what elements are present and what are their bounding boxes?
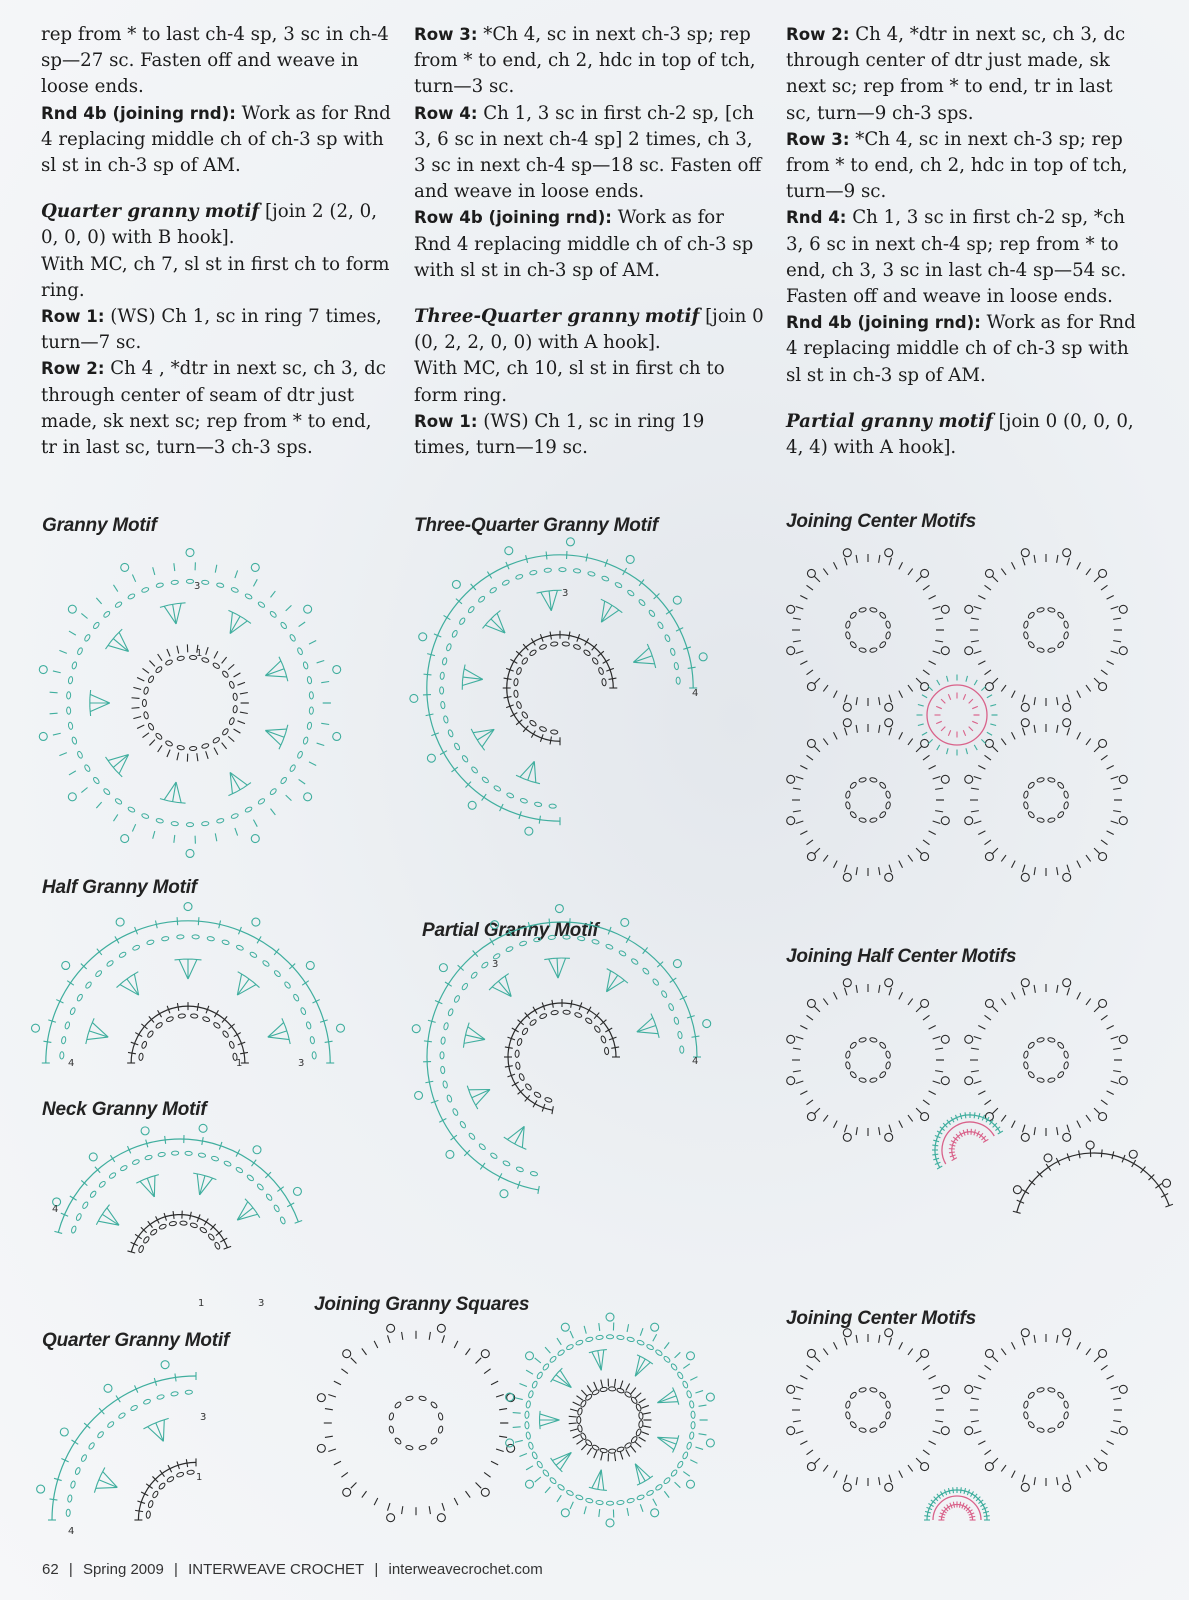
- caption-joining-granny-squares: Joining Granny Squares: [314, 1294, 530, 1315]
- granny-motif-diagram: [39, 549, 340, 858]
- join-squares-granny: [506, 1313, 715, 1527]
- join-center2-right: [965, 1329, 1128, 1492]
- row-marker: 1: [236, 1058, 243, 1069]
- paragraph: Rnd 4b (joining rnd): Work as for Rnd 4 replacing middle ch of ch-3 sp with sl st in ch-3 sp of AM.: [41, 102, 391, 177]
- paragraph: With MC, ch 10, sl st in first ch to form ring.: [414, 358, 725, 406]
- paragraph: Row 1: (WS) Ch 1, sc in ring 19 times, turn—19 sc.: [414, 410, 705, 459]
- caption-half-granny-motif: Half Granny Motif: [42, 877, 197, 898]
- motif-heading: Quarter granny motif [join 2 (2, 0, 0, 0, 0) with B hook].: [41, 201, 377, 249]
- row-marker: 4: [692, 688, 699, 699]
- caption-neck-granny-motif: Neck Granny Motif: [42, 1099, 207, 1120]
- join-half-pink: [932, 1112, 1003, 1169]
- row-marker: 4: [68, 1058, 75, 1069]
- row-marker: 1: [196, 1472, 203, 1483]
- join-half-motif-left: [787, 979, 950, 1142]
- paragraph: Row 4b (joining rnd): Work as for Rnd 4 replacing middle ch of ch-3 sp with sl st in ch-3 sp of AM.: [414, 207, 754, 281]
- row-marker: 4: [68, 1526, 75, 1537]
- three-quarter-granny-diagram: [410, 538, 707, 835]
- join-center-pink-1: [917, 675, 998, 756]
- paragraph: Rnd 4: Ch 1, 3 sc in first ch-2 sp, *ch 3, 6 sc in next ch-4 sp; rep from * to end, ch 3, 3 sc in last ch-4 sp—54 sc. Fasten off and weave in loose ends.: [786, 207, 1127, 308]
- paragraph: Row 3: *Ch 4, sc in next ch-3 sp; rep from * to end, ch 2, hdc in top of tch, turn—9 sc.: [786, 128, 1128, 203]
- join-center-motif-bl: [787, 719, 950, 882]
- row-marker: 3: [562, 588, 569, 599]
- join-half-lower-arc: [1013, 1141, 1173, 1213]
- caption-joining-center-motifs-2: Joining Center Motifs: [786, 1308, 977, 1329]
- row-marker: 4: [52, 1204, 59, 1215]
- website-url[interactable]: interweavecrochet.com: [388, 1561, 543, 1578]
- paragraph: rep from * to last ch-4 sp, 3 sc in ch-4 sp—27 sc. Fasten off and weave in loose ends.: [41, 24, 389, 98]
- quarter-granny-diagram: [37, 1361, 196, 1520]
- join-center2-left: [787, 1329, 950, 1492]
- row-marker: 4: [692, 1056, 699, 1067]
- row-marker: 3: [492, 959, 499, 970]
- issue-label: Spring 2009: [82, 1561, 164, 1578]
- join-center-motif-tl: [787, 549, 950, 712]
- row-marker: 3: [258, 1298, 265, 1309]
- join-half-motif-right: [965, 979, 1128, 1142]
- row-marker: 1: [198, 1298, 205, 1309]
- paragraph: Rnd 4b (joining rnd): Work as for Rnd 4 replacing middle ch of ch-3 sp with sl st in ch-3 sp of AM.: [786, 312, 1136, 386]
- neck-granny-diagram: [53, 1124, 303, 1253]
- row-marker: 1: [196, 648, 203, 659]
- caption-joining-center-motifs: Joining Center Motifs: [786, 511, 977, 532]
- join-squares-plain: [317, 1324, 514, 1521]
- motif-heading: Partial granny motif [join 0 (0, 0, 0, 4, 4) with A hook].: [786, 410, 1134, 459]
- caption-joining-half-center-motifs: Joining Half Center Motifs: [786, 946, 1017, 967]
- half-granny-diagram: [32, 903, 345, 1063]
- magazine-name: INTERWEAVE CROCHET: [188, 1561, 365, 1578]
- paragraph: Row 1: (WS) Ch 1, sc in ring 7 times, turn—7 sc.: [41, 306, 382, 354]
- motif-heading: Three-Quarter granny motif [join 0 (0, 2, 2, 0, 0) with A hook].: [414, 306, 764, 354]
- paragraph: Row 3: *Ch 4, sc in next ch-3 sp; rep from * to end, ch 2, hdc in top of tch, turn—3 sc.: [414, 24, 756, 98]
- paragraph: Row 2: Ch 4, *dtr in next sc, ch 3, dc through center of dtr just made, sk next sc; rep from * to end, tr in last sc, turn—9 ch-3 sps.: [786, 24, 1126, 124]
- row-marker: 3: [298, 1058, 305, 1069]
- row-label: Rnd 4b (joining rnd):: [41, 103, 236, 123]
- row-marker: 3: [194, 581, 201, 592]
- join-center-motif-br: [965, 719, 1128, 882]
- paragraph: Row 2: Ch 4 , *dtr in next sc, ch 3, dc through center of seam of dtr just made, sk next sc; rep from * to end, tr in last sc, turn—3 ch-3 sps.: [41, 358, 386, 459]
- paragraph: With MC, ch 7, sl st in first ch to form ring.: [41, 253, 390, 301]
- row-marker: 3: [200, 1412, 207, 1423]
- paragraph: Row 4: Ch 1, 3 sc in first ch-2 sp, [ch 3, 6 sc in next ch-4 sp] 2 times, ch 3, 3 sc in next ch-4 sp—18 sc. Fasten off and weave in loose ends.: [414, 102, 762, 203]
- page-number: 62: [42, 1561, 59, 1578]
- partial-granny-diagram: [412, 905, 710, 1198]
- caption-quarter-granny-motif: Quarter Granny Motif: [42, 1330, 230, 1351]
- join-center-motif-tr: [965, 549, 1128, 712]
- caption-partial-granny-motif: Partial Granny Motif: [422, 920, 599, 941]
- page-footer: 62 | Spring 2009 | INTERWEAVE CROCHET | interweavecrochet.com: [42, 1561, 543, 1578]
- caption-three-quarter-motif: Three-Quarter Granny Motif: [414, 515, 658, 536]
- caption-granny-motif: Granny Motif: [42, 515, 157, 536]
- join-center2-pink: [924, 1487, 990, 1520]
